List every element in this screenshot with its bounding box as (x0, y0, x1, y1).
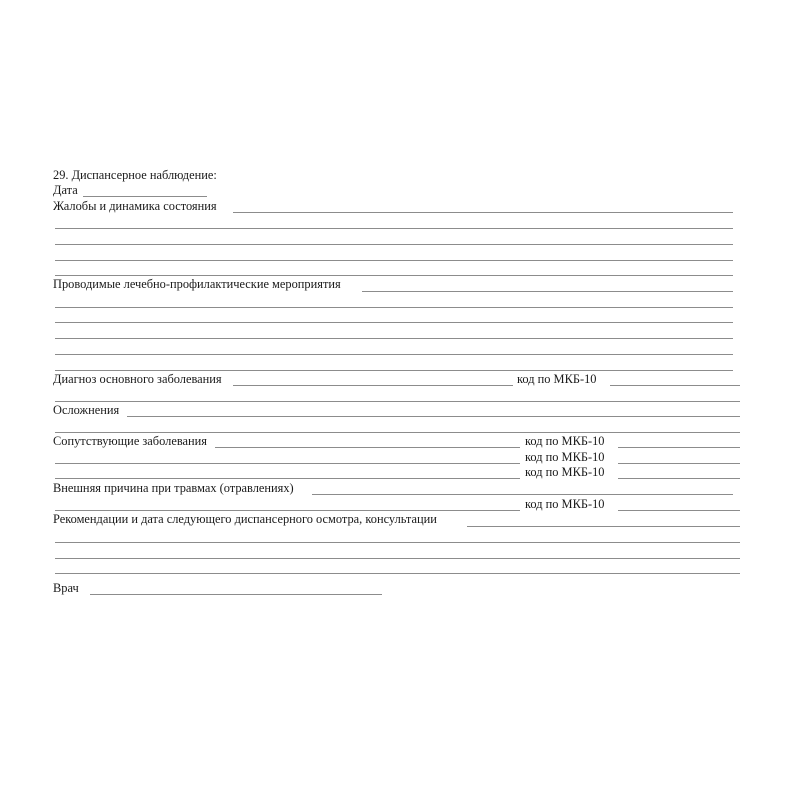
recommendations-field-line-4[interactable] (55, 573, 740, 574)
complications-field-line-3[interactable] (55, 432, 740, 433)
external-cause-label: Внешняя причина при травмах (отравлениях) (53, 481, 294, 495)
external-cause-icd-field[interactable] (618, 510, 740, 511)
measures-field-line-3[interactable] (55, 322, 733, 323)
comorbid-icd-field-1[interactable] (618, 447, 740, 448)
date-label: Дата (53, 183, 78, 197)
main-diagnosis-icd-label: код по МКБ-10 (517, 372, 597, 386)
complaints-field-line-2[interactable] (55, 228, 733, 229)
measures-label: Проводимые лечебно-профилактические мероприятия (53, 277, 341, 291)
recommendations-field-line-2[interactable] (55, 542, 740, 543)
comorbid-field-2[interactable] (55, 463, 520, 464)
external-cause-field-2[interactable] (55, 510, 520, 511)
measures-field-line-4[interactable] (55, 338, 733, 339)
section-title: 29. Диспансерное наблюдение: (53, 168, 217, 182)
comorbid-icd-label-1: код по МКБ-10 (525, 434, 605, 448)
date-field[interactable] (83, 196, 207, 197)
complaints-field-line-5[interactable] (55, 275, 733, 276)
external-cause-field-1[interactable] (312, 494, 733, 495)
main-diagnosis-icd-field[interactable] (610, 385, 740, 386)
complications-label: Осложнения (53, 403, 120, 417)
measures-field-line-5[interactable] (55, 354, 733, 355)
external-cause-icd-label: код по МКБ-10 (525, 497, 605, 511)
recommendations-field-line-1[interactable] (467, 526, 740, 527)
measures-field-line-1[interactable] (362, 291, 733, 292)
complications-field-line-2[interactable] (127, 416, 740, 417)
measures-field-line-6[interactable] (55, 370, 733, 371)
comorbid-icd-label-2: код по МКБ-10 (525, 450, 605, 464)
recommendations-field-line-3[interactable] (55, 558, 740, 559)
measures-field-line-2[interactable] (55, 307, 733, 308)
doctor-label: Врач (53, 581, 79, 595)
comorbid-icd-field-2[interactable] (618, 463, 740, 464)
doctor-signature-field[interactable] (90, 594, 382, 595)
complications-field-line-1[interactable] (55, 401, 740, 402)
comorbid-icd-field-3[interactable] (618, 478, 740, 479)
comorbid-label: Сопутствующие заболевания (53, 434, 207, 448)
recommendations-label: Рекомендации и дата следующего диспансерного осмотра, консультации (53, 512, 437, 526)
comorbid-field-1[interactable] (215, 447, 520, 448)
comorbid-field-3[interactable] (55, 478, 520, 479)
main-diagnosis-label: Диагноз основного заболевания (53, 372, 222, 386)
main-diagnosis-field[interactable] (233, 385, 513, 386)
complaints-label: Жалобы и динамика состояния (53, 199, 217, 213)
complaints-field-line-3[interactable] (55, 244, 733, 245)
comorbid-icd-label-3: код по МКБ-10 (525, 465, 605, 479)
complaints-field-line-1[interactable] (233, 212, 733, 213)
complaints-field-line-4[interactable] (55, 260, 733, 261)
